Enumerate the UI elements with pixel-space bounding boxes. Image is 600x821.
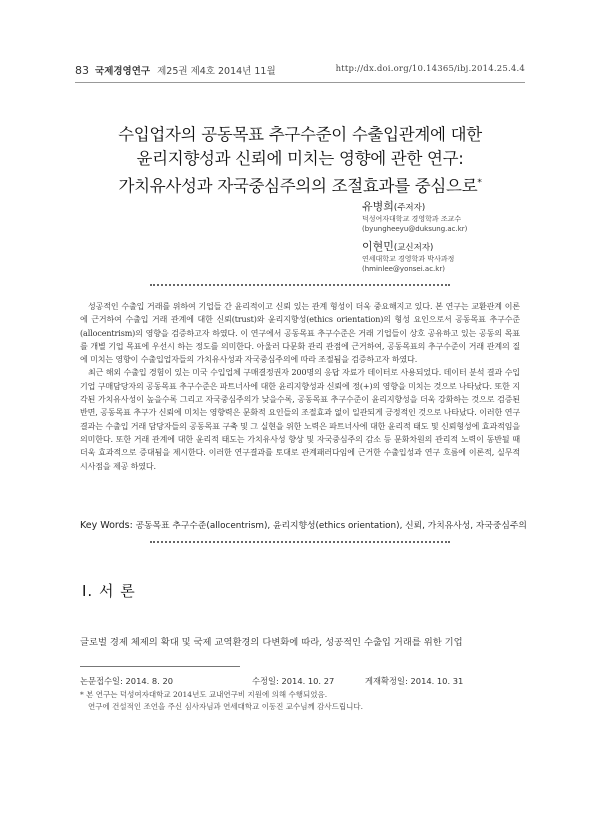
revised-date: 수정일: 2014. 10. 27 — [252, 676, 335, 686]
journal-name: 국제경영연구 — [95, 66, 151, 77]
body-first-line: 글로벌 경제 체제의 확대 및 국제 교역환경의 다변화에 따라, 성공적인 수출입 거래를 위한 기업 — [80, 637, 463, 648]
doi-link[interactable]: http://dx.doi.org/10.14365/ibj.2014.25.4.4 — [335, 64, 525, 74]
author-2-name: 이현민 — [362, 240, 394, 253]
page-number: 83 — [75, 64, 89, 77]
author-1-name: 유병희 — [362, 200, 394, 213]
header-rule — [75, 82, 525, 83]
author-2-email: (hminlee@yonsei.ac.kr) — [362, 265, 445, 273]
keywords-text: 공동목표 추구수준(allocentrism), 윤리지향성(ethics orientation), 신뢰, 가치유사성, 자국중심주의 — [135, 521, 527, 531]
author-1 — [362, 198, 467, 234]
keywords-label: Key Words: — [80, 520, 133, 531]
received-date: 논문접수일: 2014. 8. 20 — [80, 676, 174, 686]
title-footnote-mark: * — [477, 178, 482, 188]
author-2 — [362, 238, 454, 274]
author-1-role: (주저자) — [393, 203, 426, 213]
abstract-paragraph-1: 성공적인 수출입 거래를 위하여 기업들 간 윤리적이고 신뢰 있는 관계 형성이 더욱 중요해지고 있다. 본 연구는 교환관계 이론에 근거하여 수출입 거래 관계에 대한 신뢰(trust)와 윤리지향성(ethics orientation)의 형성 요인으로서 공동목표 추구수준(allocentrism)의 영향을 검증하고자 하였다. 이 연구에서 공동목표 추구수준은 거래 기업들이 상호 공유하고 있는 공동의 목표를 개별 기업 목표에 우선시 하는 정도를 의미한다. 아울러 다문화 관리 관점에 근거하여, 공동목표의 추구수준이 거래 관계의 질에 미치는 영향이 수출입업자들의 가치유사성과 자국중심주의에 따라 조절됨을 검증하고자 하였다. — [80, 302, 520, 365]
abstract-bottom-divider — [150, 541, 450, 545]
running-header — [75, 63, 525, 79]
volume-info: 제25권 제4호 2014년 11월 — [157, 66, 276, 77]
accepted-date: 게재확정일: 2014. 10. 31 — [365, 676, 464, 686]
keywords — [80, 518, 530, 531]
footnote-rule — [80, 666, 240, 667]
header-left — [75, 63, 276, 77]
title-line-1: 수입업자의 공동목표 추구수준이 수출입관계에 대한 — [118, 125, 482, 144]
abstract-paragraph-2: 최근 해외 수출입 경험이 있는 미국 수입업체 구매결정권자 200명의 응답 자료가 데이터로 사용되었다. 데이터 분석 결과 수입기업 구매담당자의 공동목표 추구수준은 파트너사에 대한 윤리지향성과 신뢰에 정(+)의 영향을 미치는 것으로 나타났다. 또한 지각된 가치유사성이 높을수록 그리고 자국중심주의가 낮을수록, 공동목표 추구수준이 윤리지향성을 더욱 강화하는 것으로 검증된 반면, 공동목표 추구가 신뢰에 미치는 영향력은 문화적 요인들의 조절효과 없이 일관되게 긍정적인 것으로 나타났다. 이러한 연구결과는 수출입 거래 담당자들의 공동목표 구축 및 그 실현을 위한 노력은 파트너사에 대한 윤리적 태도 및 신뢰형성에 효과적임을 의미한다. 또한 거래 관계에 대한 윤리적 태도는 가치유사성 향상 및 자국중심주의 감소 등 문화차원의 관리적 노력이 동반될 때 더욱 효과적으로 증대됨을 제시한다. 이러한 연구결과를 토대로 관계패러다임에 근거한 수출입성과 연구 흐름에 이론적, 실무적 시사점을 제공 하였다. — [80, 368, 520, 471]
author-2-role: (교신저자) — [393, 243, 434, 253]
footnote-1: * 본 연구는 덕성여자대학교 2014년도 교내연구비 지원에 의해 수행되었음. — [80, 690, 328, 699]
author-2-affiliation: 연세대학교 경영학과 박사과정 — [362, 255, 455, 263]
abstract — [80, 300, 520, 473]
abstract-top-divider — [150, 284, 450, 288]
author-1-affiliation: 덕성여자대학교 경영학과 조교수 — [362, 215, 462, 223]
title-line-3: 가치유사성과 자국중심주의의 조절효과를 중심으로* — [118, 176, 482, 196]
footnote-2: 연구에 건설적인 조언을 주신 심사자님과 연세대학교 이동진 교수님께 감사드립니다. — [88, 702, 364, 711]
title-line-2: 윤리지향성과 신뢰에 미치는 영향에 관한 연구: — [136, 149, 464, 168]
paper-title — [60, 123, 540, 199]
section-heading: Ⅰ. 서 론 — [82, 582, 136, 600]
author-1-email: (byungheeyu@duksung.ac.kr) — [362, 225, 468, 233]
